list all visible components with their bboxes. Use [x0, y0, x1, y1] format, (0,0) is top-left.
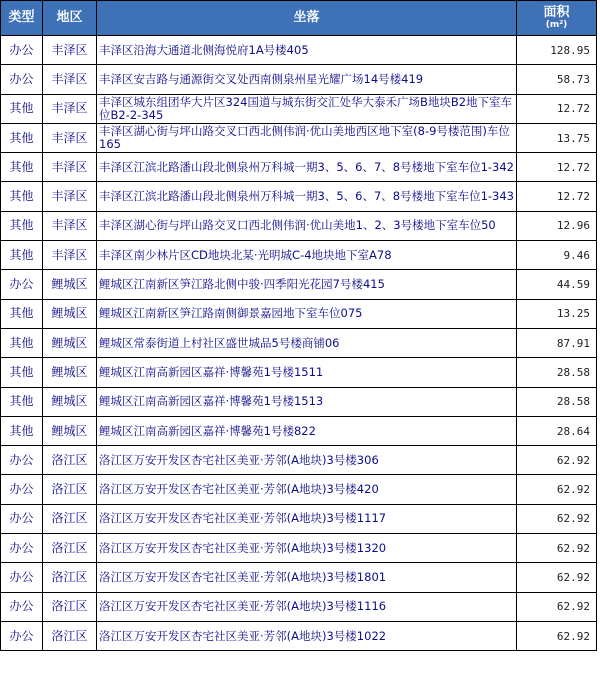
table-row	[1, 416, 597, 445]
table-row	[1, 65, 597, 94]
header-area-label: 面积	[543, 5, 570, 20]
row-type-cell: 其他	[1, 387, 43, 416]
table-row	[1, 446, 597, 475]
row-area-cell: 62.92	[517, 446, 597, 475]
row-address-cell: 洛江区万安开发区杏宅社区美亚·芳邻(A地块)3号楼1022	[97, 621, 517, 650]
table-row	[1, 299, 597, 328]
header-area	[517, 1, 597, 36]
table-row	[1, 94, 597, 123]
row-address-cell: 洛江区万安开发区杏宅社区美亚·芳邻(A地块)3号楼1801	[97, 563, 517, 592]
row-address-cell: 鲤城区江南高新园区嘉祥·博馨苑1号楼1513	[97, 387, 517, 416]
table-row	[1, 387, 597, 416]
row-type-cell: 办公	[1, 592, 43, 621]
row-area-cell: 62.92	[517, 563, 597, 592]
row-district-cell: 丰泽区	[43, 182, 97, 211]
row-address-cell: 洛江区万安开发区杏宅社区美亚·芳邻(A地块)3号楼420	[97, 475, 517, 504]
table-row	[1, 358, 597, 387]
row-address-cell: 丰泽区湖心街与坪山路交叉口西北侧伟润·优山美地西区地下室(8-9号楼范围)车位165	[97, 123, 517, 152]
table-row	[1, 270, 597, 299]
row-type-cell: 办公	[1, 36, 43, 65]
row-address-cell: 丰泽区南少林片区CD地块北某·光明城C-4地块地下室A78	[97, 241, 517, 270]
table-row	[1, 504, 597, 533]
row-type-cell: 办公	[1, 475, 43, 504]
row-type-cell: 其他	[1, 153, 43, 182]
row-area-cell: 128.95	[517, 36, 597, 65]
table-row	[1, 211, 597, 240]
row-address-cell: 丰泽区沿海大通道北侧海悦府1A号楼405	[97, 36, 517, 65]
row-address-cell: 鲤城区江南新区笋江路北侧中骏·四季阳光花园7号楼415	[97, 270, 517, 299]
row-area-cell: 12.96	[517, 211, 597, 240]
table-row	[1, 123, 597, 152]
row-district-cell: 丰泽区	[43, 153, 97, 182]
row-district-cell: 洛江区	[43, 534, 97, 563]
table-row	[1, 328, 597, 357]
row-district-cell: 丰泽区	[43, 241, 97, 270]
row-type-cell: 其他	[1, 299, 43, 328]
row-area-cell: 13.25	[517, 299, 597, 328]
row-address-cell: 丰泽区江滨北路潘山段北侧泉州万科城一期3、5、6、7、8号楼地下室车位1-343	[97, 182, 517, 211]
row-type-cell: 其他	[1, 328, 43, 357]
row-address-cell: 鲤城区常泰街道上村社区盛世城品5号楼商铺06	[97, 328, 517, 357]
table-header-row	[1, 1, 597, 36]
row-area-cell: 58.73	[517, 65, 597, 94]
row-address-cell: 洛江区万安开发区杏宅社区美亚·芳邻(A地块)3号楼306	[97, 446, 517, 475]
row-address-cell: 洛江区万安开发区杏宅社区美亚·芳邻(A地块)3号楼1117	[97, 504, 517, 533]
row-district-cell: 鲤城区	[43, 270, 97, 299]
table-row	[1, 621, 597, 650]
row-type-cell: 其他	[1, 358, 43, 387]
row-area-cell: 87.91	[517, 328, 597, 357]
row-district-cell: 鲤城区	[43, 358, 97, 387]
row-area-cell: 62.92	[517, 504, 597, 533]
row-area-cell: 12.72	[517, 94, 597, 123]
row-district-cell: 鲤城区	[43, 416, 97, 445]
row-address-cell: 鲤城区江南高新园区嘉祥·博馨苑1号楼1511	[97, 358, 517, 387]
table-row	[1, 153, 597, 182]
table-row	[1, 534, 597, 563]
row-area-cell: 28.58	[517, 358, 597, 387]
row-address-cell: 鲤城区江南高新园区嘉祥·博馨苑1号楼822	[97, 416, 517, 445]
table-row	[1, 563, 597, 592]
table-row	[1, 592, 597, 621]
row-area-cell: 28.58	[517, 387, 597, 416]
row-district-cell: 洛江区	[43, 621, 97, 650]
row-area-cell: 12.72	[517, 182, 597, 211]
row-area-cell: 44.59	[517, 270, 597, 299]
row-district-cell: 洛江区	[43, 475, 97, 504]
row-area-cell: 62.92	[517, 621, 597, 650]
row-district-cell: 丰泽区	[43, 211, 97, 240]
row-type-cell: 办公	[1, 504, 43, 533]
row-type-cell: 办公	[1, 65, 43, 94]
row-district-cell: 鲤城区	[43, 299, 97, 328]
row-address-cell: 丰泽区城东组团华大片区324国道与城东街交汇处华大泰禾广场B地块B2地下室车位B2-2-345	[97, 94, 517, 123]
row-type-cell: 办公	[1, 621, 43, 650]
row-area-cell: 9.46	[517, 241, 597, 270]
row-district-cell: 洛江区	[43, 446, 97, 475]
row-type-cell: 其他	[1, 416, 43, 445]
header-address: 坐落	[97, 1, 517, 36]
row-address-cell: 丰泽区湖心街与坪山路交叉口西北侧伟润·优山美地1、2、3号楼地下室车位50	[97, 211, 517, 240]
table-row	[1, 475, 597, 504]
row-area-cell: 12.72	[517, 153, 597, 182]
table-body	[1, 36, 597, 651]
row-district-cell: 洛江区	[43, 504, 97, 533]
row-address-cell: 丰泽区江滨北路潘山段北侧泉州万科城一期3、5、6、7、8号楼地下室车位1-342	[97, 153, 517, 182]
row-type-cell: 其他	[1, 94, 43, 123]
row-area-cell: 62.92	[517, 592, 597, 621]
row-area-cell: 13.75	[517, 123, 597, 152]
row-address-cell: 丰泽区安吉路与通源街交叉处西南侧泉州星光耀广场14号楼419	[97, 65, 517, 94]
row-type-cell: 其他	[1, 123, 43, 152]
header-district: 地区	[43, 1, 97, 36]
row-district-cell: 丰泽区	[43, 123, 97, 152]
row-address-cell: 鲤城区江南新区笋江路南侧御景嘉园地下室车位075	[97, 299, 517, 328]
row-area-cell: 62.92	[517, 534, 597, 563]
row-district-cell: 洛江区	[43, 592, 97, 621]
row-district-cell: 鲤城区	[43, 387, 97, 416]
row-district-cell: 丰泽区	[43, 94, 97, 123]
row-type-cell: 其他	[1, 241, 43, 270]
table-row	[1, 182, 597, 211]
table-row	[1, 36, 597, 65]
row-type-cell: 其他	[1, 182, 43, 211]
row-address-cell: 洛江区万安开发区杏宅社区美亚·芳邻(A地块)3号楼1116	[97, 592, 517, 621]
row-district-cell: 鲤城区	[43, 328, 97, 357]
row-district-cell: 洛江区	[43, 563, 97, 592]
row-address-cell: 洛江区万安开发区杏宅社区美亚·芳邻(A地块)3号楼1320	[97, 534, 517, 563]
row-type-cell: 其他	[1, 211, 43, 240]
table-row	[1, 241, 597, 270]
row-type-cell: 办公	[1, 534, 43, 563]
row-type-cell: 办公	[1, 563, 43, 592]
header-type: 类型	[1, 1, 43, 36]
header-area-unit: (m²)	[545, 20, 568, 30]
row-type-cell: 办公	[1, 270, 43, 299]
row-district-cell: 丰泽区	[43, 65, 97, 94]
row-area-cell: 62.92	[517, 475, 597, 504]
row-area-cell: 28.64	[517, 416, 597, 445]
row-district-cell: 丰泽区	[43, 36, 97, 65]
row-type-cell: 办公	[1, 446, 43, 475]
